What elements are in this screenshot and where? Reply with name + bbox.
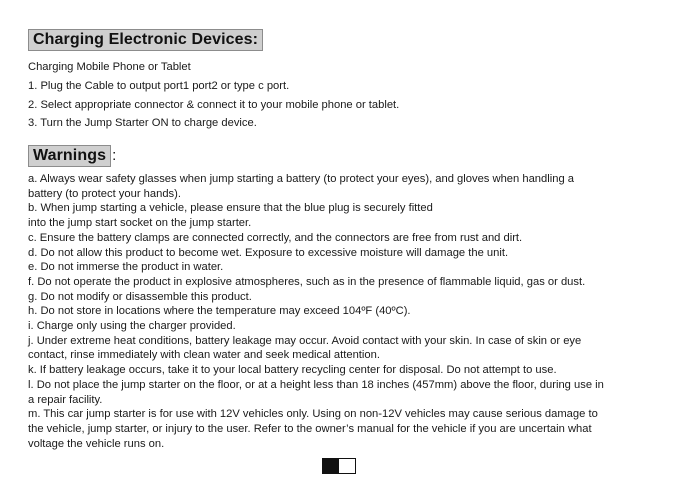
warning-line: i. Charge only using the charger provided. bbox=[28, 320, 236, 333]
charging-instructions bbox=[28, 58, 658, 133]
warning-line: a repair facility. bbox=[28, 393, 103, 406]
warning-line: g. Do not modify or disassemble this product. bbox=[28, 290, 252, 303]
warnings-list bbox=[28, 172, 658, 451]
warning-line: k. If battery leakage occurs, take it to your local battery recycling center for disposal. Do not attempt to use. bbox=[28, 364, 557, 377]
warnings-heading-colon: : bbox=[112, 147, 117, 164]
warning-line: h. Do not store in locations where the temperature may exceed 104ºF (40ºC). bbox=[28, 305, 411, 318]
charging-heading bbox=[28, 29, 263, 50]
charging-line: Charging Mobile Phone or Tablet bbox=[28, 61, 191, 73]
warning-line: contact, rinse immediately with clean water and seek medical attention. bbox=[28, 349, 380, 362]
charging-line: 2. Select appropriate connector & connect it to your mobile phone or tablet. bbox=[28, 98, 400, 111]
warning-line: m. This car jump starter is for use with 12V vehicles only. Using on non-12V vehicles may cause serious damage to bbox=[28, 408, 598, 421]
warning-line: j. Under extreme heat conditions, battery leakage may occur. Avoid contact with your skin. In case of skin or eye bbox=[28, 334, 582, 347]
page-marker-fill bbox=[323, 459, 339, 473]
warning-line: into the jump start socket on the jump starter. bbox=[28, 217, 252, 230]
warnings-heading bbox=[28, 145, 116, 166]
page-marker-icon bbox=[322, 458, 356, 474]
charging-line: 1. Plug the Cable to output port1 port2 or type c port. bbox=[28, 79, 290, 92]
charging-heading-label: Charging Electronic Devices: bbox=[28, 29, 263, 51]
warning-line: f. Do not operate the product in explosive atmospheres, such as in the presence of flammable liquid, gas or dust. bbox=[28, 275, 586, 288]
warning-line: voltage the vehicle runs on. bbox=[28, 437, 165, 450]
warning-line: d. Do not allow this product to become wet. Exposure to excessive moisture will damage the unit. bbox=[28, 246, 509, 259]
warning-line: battery (to protect your hands). bbox=[28, 187, 181, 200]
warning-line: the vehicle, jump starter, or injury to the user. Refer to the owner’s manual for the vehicle if you are uncertain what bbox=[28, 422, 592, 435]
charging-line: 3. Turn the Jump Starter ON to charge device. bbox=[28, 117, 257, 130]
warning-line: l. Do not place the jump starter on the floor, or at a height less than 18 inches (457mm) above the floor, during use in bbox=[28, 378, 604, 391]
warning-line: a. Always wear safety glasses when jump starting a battery (to protect your eyes), and gloves when handling a bbox=[28, 173, 574, 185]
warning-line: c. Ensure the battery clamps are connected correctly, and the connectors are free from rust and dirt. bbox=[28, 231, 523, 244]
warning-line: b. When jump starting a vehicle, please ensure that the blue plug is securely fitted bbox=[28, 202, 433, 215]
warning-line: e. Do not immerse the product in water. bbox=[28, 261, 224, 274]
warnings-heading-label: Warnings bbox=[28, 145, 111, 167]
